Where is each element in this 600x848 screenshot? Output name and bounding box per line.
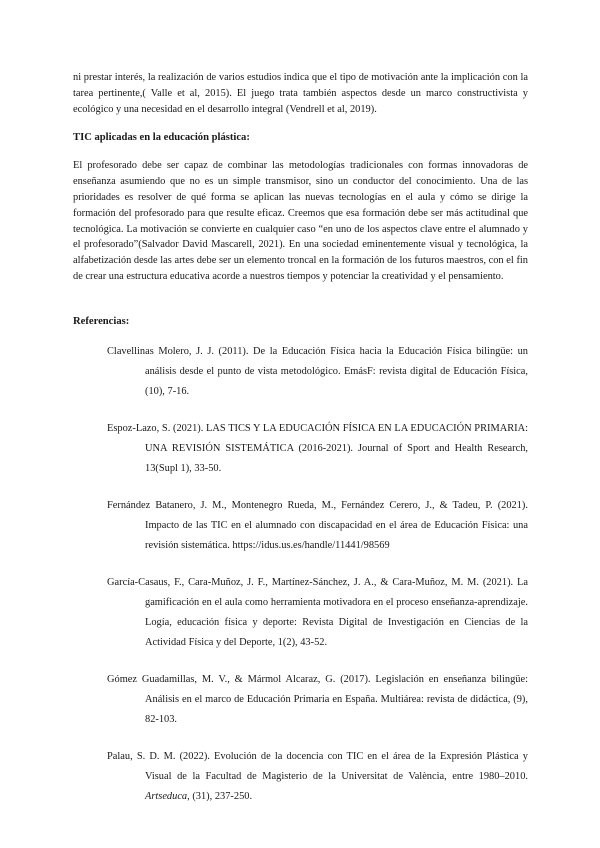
reference-item <box>107 342 528 402</box>
reference-journal-italic: Artseduca <box>145 790 188 802</box>
section-heading: TIC aplicadas en la educación plástica: <box>73 132 250 144</box>
reference-text: Clavellinas Molero, J. J. (2011). De la Educación Física hacia la Educación Física bilingüe: un análisis desde el punto de vista metodológico. EmásF: revista digital de Educación Física, (10), 7-16. <box>107 345 528 397</box>
reference-item <box>107 496 528 556</box>
reference-text-tail: , (31), 237-250. <box>187 790 253 802</box>
reference-text: García-Casaus, F., Cara-Muñoz, J. F., Martínez-Sánchez, J. A., & Cara-Muñoz, M. M. (2021). La gamificación en el aula como herramienta motivadora en el proceso enseñanza-aprendizaje. Logía, educación física y deporte: Revista Digital de Investigación en Ciencias de la Actividad Física y del Deporte, 1(2), 43-52. <box>107 576 528 648</box>
reference-text: Espoz-Lazo, S. (2021). LAS TICS Y LA EDUCACIÓN FÍSICA EN LA EDUCACIÓN PRIMARIA: UNA REVISIÓN SISTEMÁTICA (2016-2021). Journal of Sport and Health Research, 13(Supl 1), 33-50. <box>107 422 528 474</box>
reference-text: Fernández Batanero, J. M., Montenegro Rueda, M., Fernández Cerero, J., & Tadeu, P. (2021). Impacto de las TIC en el alumnado con discapacidad en el área de Educación Física: una revisión sistemática. https://idus.us.es/handle/11441/98569 <box>107 499 528 551</box>
reference-item <box>107 573 528 653</box>
document-page <box>73 70 528 824</box>
intro-paragraph: ni prestar interés, la realización de varios estudios indica que el tipo de motivación ante la implicación con la tarea pertinente,( Valle et al, 2015). El juego trata también aspectos desde un marco constructivista y ecológico y una necesidad en el desarrollo integral (Vendrell et al, 2019). <box>73 72 528 115</box>
reference-list <box>73 342 528 807</box>
reference-text: Gómez Guadamillas, M. V., & Mármol Alcaraz, G. (2017). Legislación en enseñanza bilingüe: Análisis en el marco de Educación Primaria en España. Multiárea: revista de didáctica, (9), 82-103. <box>107 673 528 725</box>
reference-item <box>107 419 528 479</box>
reference-text: Palau, S. D. M. (2022). Evolución de la docencia con TIC en el área de la Expresión Plástica y Visual de la Facultad de Magisterio de la Universitat de València, entre 1980–2010. <box>107 750 528 782</box>
body-paragraph: El profesorado debe ser capaz de combinar las metodologías tradicionales con formas innovadoras de enseñanza asumiendo que no es un simple transmisor, sino un conductor del conocimiento. Una de las prioridades es resolver de qué forma se aplican las nuevas tecnologías en el aula y cómo se dirige la formación del profesorado para que resulte eficaz. Creemos que esa formación debe ser más actitudinal que tecnológica. La motivación se convierte en cualquier caso “en uno de los aspectos clave entre el alumnado y el profesorado”(Salvador David Mascarell, 2021). En una sociedad eminentemente visual y tecnológica, la alfabetización desde las artes debe ser un elemento troncal en la formación de los futuros maestros, con el fin de crear una estructura educativa acorde a nuestros tiempos y potenciar la creatividad y el pensamiento. <box>73 160 528 282</box>
reference-item <box>107 747 528 807</box>
references-heading: Referencias: <box>73 315 130 327</box>
reference-item <box>107 670 528 730</box>
